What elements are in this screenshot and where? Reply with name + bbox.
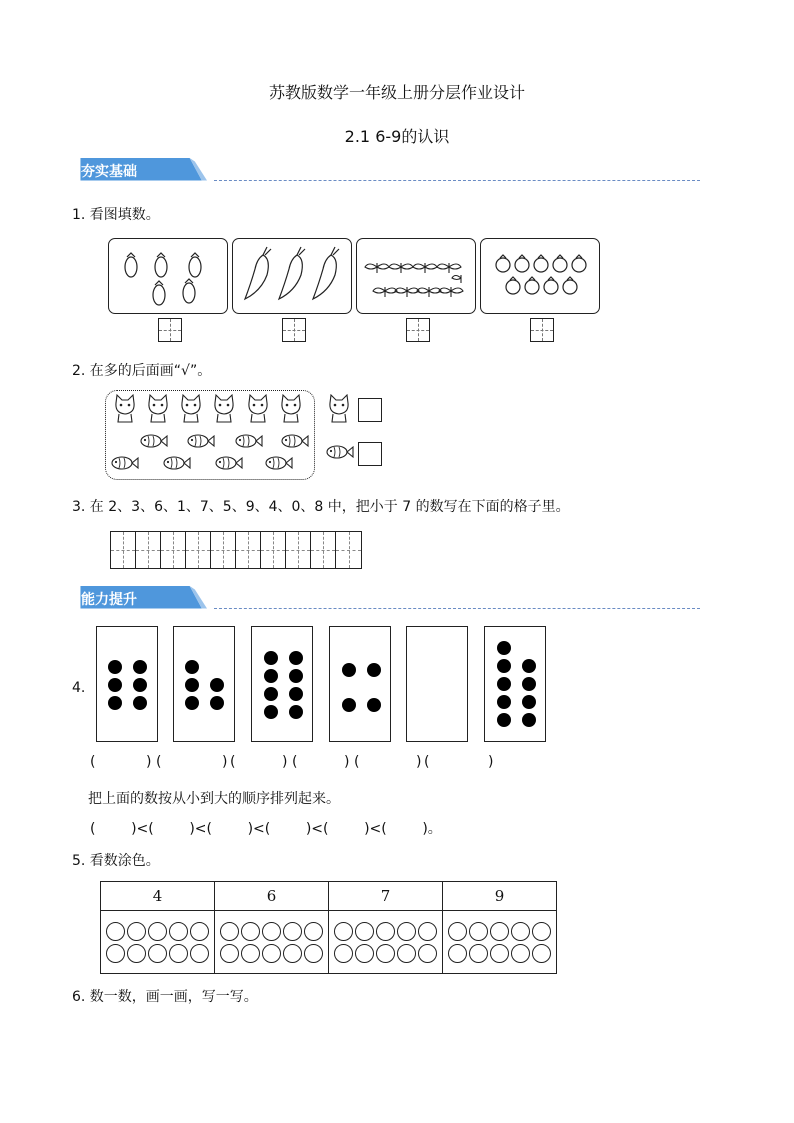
color-circle[interactable] [169, 922, 188, 941]
dot [497, 641, 511, 655]
dot [367, 663, 381, 677]
answer-paren-open: ( [292, 754, 298, 770]
dot [497, 677, 511, 691]
grid-cell[interactable] [186, 532, 211, 568]
fish-check-box[interactable] [358, 442, 382, 466]
sprout-picture-box [356, 238, 476, 314]
dot [185, 678, 199, 692]
answer-box-4[interactable] [530, 318, 554, 342]
dot [367, 698, 381, 712]
color-circle[interactable] [532, 944, 551, 963]
cat-fish-icons [106, 391, 314, 479]
cat-fish-group-box [105, 390, 315, 480]
circle-group [330, 922, 441, 963]
leaf-sprout-icon [357, 239, 475, 313]
circle-cell [101, 911, 215, 974]
dot-card-4 [329, 626, 391, 742]
color-circle[interactable] [355, 944, 374, 963]
eggplant-picture-box [108, 238, 228, 314]
dot [342, 698, 356, 712]
color-circle[interactable] [355, 922, 374, 941]
carrot-icon [233, 239, 351, 313]
dot [210, 696, 224, 710]
dot [289, 687, 303, 701]
dot [210, 678, 224, 692]
color-circle[interactable] [127, 922, 146, 941]
color-circle[interactable] [169, 944, 188, 963]
dot [522, 695, 536, 709]
cat-check-box[interactable] [358, 398, 382, 422]
grid-cell[interactable] [336, 532, 361, 568]
carrot-picture-box [232, 238, 352, 314]
color-circle[interactable] [334, 944, 353, 963]
ordering-answer-line[interactable]: ( )<( )<( )<( )<( )<( )。 [90, 821, 442, 837]
dot [497, 713, 511, 727]
question-3-text: 3. 在 2、3、6、1、7、5、9、4、0、8 中，把小于 7 的数写在下面的格子里。 [72, 499, 570, 515]
dot [133, 660, 147, 674]
dot [264, 669, 278, 683]
eggplant-icon [109, 239, 227, 313]
color-circle[interactable] [283, 944, 302, 963]
answer-paren-close: ) [146, 754, 152, 770]
dot-card-3 [251, 626, 313, 742]
color-table [100, 881, 557, 974]
dot [108, 660, 122, 674]
answer-paren-open: ( [354, 754, 360, 770]
dot [522, 713, 536, 727]
answer-paren-close: ) [488, 754, 494, 770]
ordering-instruction: 把上面的数按从小到大的顺序排列起来。 [88, 791, 340, 807]
grid-cell[interactable] [236, 532, 261, 568]
color-circle[interactable] [397, 944, 416, 963]
answer-paren-open: ( [230, 754, 236, 770]
color-circle[interactable] [304, 944, 323, 963]
dot-card-1 [96, 626, 158, 742]
answer-paren-close: ) [282, 754, 288, 770]
color-circle[interactable] [283, 922, 302, 941]
color-circle[interactable] [127, 944, 146, 963]
grid-cell[interactable] [286, 532, 311, 568]
answer-paren-close: ) [416, 754, 422, 770]
dot-card-2 [173, 626, 235, 742]
color-circle[interactable] [304, 922, 323, 941]
circle-group [102, 922, 213, 963]
dot [264, 651, 278, 665]
column-header: 9 [443, 882, 557, 911]
dot [522, 659, 536, 673]
column-header: 4 [101, 882, 215, 911]
color-circle[interactable] [469, 922, 488, 941]
color-circle[interactable] [448, 922, 467, 941]
dot [497, 695, 511, 709]
color-circle[interactable] [490, 944, 509, 963]
color-circle[interactable] [106, 922, 125, 941]
color-circle[interactable] [262, 944, 281, 963]
dot [185, 660, 199, 674]
answer-box-3[interactable] [406, 318, 430, 342]
answer-box-2[interactable] [282, 318, 306, 342]
answer-paren-open: ( [424, 754, 430, 770]
question-6-text: 6. 数一数，画一画，写一写。 [72, 989, 258, 1005]
color-circle[interactable] [511, 944, 530, 963]
color-circle[interactable] [376, 922, 395, 941]
dot [108, 678, 122, 692]
page-title: 苏教版数学一年级上册分层作业设计 [268, 83, 525, 102]
color-circle[interactable] [190, 922, 209, 941]
column-header: 7 [329, 882, 443, 911]
tomato-icon [481, 239, 599, 313]
color-circle[interactable] [262, 922, 281, 941]
color-circle[interactable] [397, 922, 416, 941]
tomato-picture-box [480, 238, 600, 314]
section-banner-basic [72, 158, 702, 184]
dot [289, 651, 303, 665]
color-circle[interactable] [190, 944, 209, 963]
question-5-text: 5. 看数涂色。 [72, 853, 160, 869]
color-circle[interactable] [148, 944, 167, 963]
dot [185, 696, 199, 710]
color-circle[interactable] [511, 922, 530, 941]
color-circle[interactable] [490, 922, 509, 941]
section-label: 夯实基础 [81, 164, 137, 180]
dot [497, 659, 511, 673]
circle-group [216, 922, 327, 963]
dot-card-6 [484, 626, 546, 742]
color-circle[interactable] [448, 944, 467, 963]
answer-paren-open: ( [90, 754, 96, 770]
color-circle[interactable] [376, 944, 395, 963]
color-circle[interactable] [241, 944, 260, 963]
dot-card-5 [406, 626, 468, 742]
section-banner-advanced [72, 586, 702, 612]
circle-cell [443, 911, 557, 974]
color-circle[interactable] [418, 922, 437, 941]
color-circle[interactable] [334, 922, 353, 941]
dashed-divider [214, 180, 700, 181]
color-circle[interactable] [418, 944, 437, 963]
grid-cell[interactable] [111, 532, 136, 568]
dot [133, 678, 147, 692]
circle-cell [329, 911, 443, 974]
answer-paren-close: ) [344, 754, 350, 770]
dot [342, 663, 356, 677]
fish-icon [324, 442, 356, 462]
circle-cell [215, 911, 329, 974]
dot [133, 696, 147, 710]
color-circle[interactable] [469, 944, 488, 963]
dot [522, 677, 536, 691]
cat-icon [326, 394, 352, 424]
grid-cell[interactable] [136, 532, 161, 568]
color-circle[interactable] [220, 944, 239, 963]
question-1-text: 1. 看图填数。 [72, 207, 160, 223]
question-4-number: 4. [72, 680, 86, 696]
dot [289, 669, 303, 683]
answer-box-1[interactable] [158, 318, 182, 342]
circle-group [444, 922, 555, 963]
dashed-divider [214, 608, 700, 609]
grid-cell[interactable] [161, 532, 186, 568]
answer-paren-open: ( [156, 754, 162, 770]
dot [264, 687, 278, 701]
answer-paren-close: ) [222, 754, 228, 770]
page-subtitle: 2.1 6-9的认识 [344, 127, 450, 146]
color-circle[interactable] [148, 922, 167, 941]
grid-cell[interactable] [311, 532, 336, 568]
color-circle[interactable] [532, 922, 551, 941]
dot [108, 696, 122, 710]
color-circle[interactable] [220, 922, 239, 941]
question-2-text: 2. 在多的后面画“√”。 [72, 363, 212, 379]
dot [264, 705, 278, 719]
grid-cell[interactable] [211, 532, 236, 568]
section-label: 能力提升 [81, 592, 137, 608]
answer-grid [110, 531, 362, 569]
grid-cell[interactable] [261, 532, 286, 568]
color-circle[interactable] [106, 944, 125, 963]
column-header: 6 [215, 882, 329, 911]
dot [289, 705, 303, 719]
color-circle[interactable] [241, 922, 260, 941]
